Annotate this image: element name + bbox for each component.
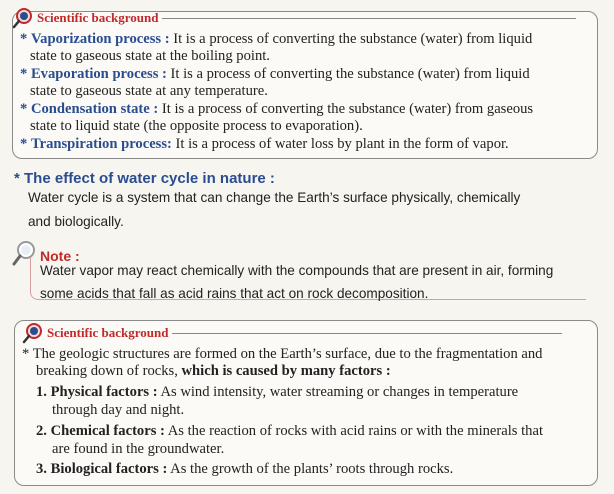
term-vaporization: Vaporization process : <box>30 31 170 47</box>
intro-text-bold: which is caused by many factors : <box>181 363 391 379</box>
factor-num: 2. <box>36 423 47 439</box>
effect-line-1: Water cycle is a system that can change the Earth’s surface physically, chemically <box>28 190 521 205</box>
note-line-2: some acids that fall as acid rains that act on rock decomposition. <box>40 286 429 301</box>
factor-num: 1. <box>36 384 47 400</box>
factor-text: As wind intensity, water streaming or changes in temperature <box>157 384 519 400</box>
effect-heading-text: The effect of water cycle in nature : <box>24 170 275 187</box>
factor-biological <box>36 461 453 478</box>
factor-text: As the reaction of rocks with acid rains or with the minerals that <box>164 423 544 439</box>
def-text: It is a process of converting the substance (water) from gaseous <box>158 101 534 117</box>
def-text: It is a process of converting the substance (water) from liquid <box>169 31 533 47</box>
def-text: It is a process of converting the substance (water) from liquid <box>166 66 530 82</box>
term-transpiration: Transpiration process: <box>30 136 172 152</box>
box1-title-rule <box>162 18 576 19</box>
term-condensation: Condensation state : <box>30 101 159 117</box>
box1-header <box>12 7 576 29</box>
transpiration-item <box>20 136 509 153</box>
box1-title: Scientific background <box>37 10 159 25</box>
factor-label: Chemical factors : <box>50 423 165 439</box>
intro-text: The geologic structures are formed on the Earth’s surface, due to the fragmentation and <box>32 346 543 362</box>
box3-header <box>22 322 562 344</box>
bullet-star: * <box>20 136 28 152</box>
evaporation-item <box>20 66 530 83</box>
vaporization-item <box>20 31 532 48</box>
term-evaporation: Evaporation process : <box>30 66 167 82</box>
bullet-star: * <box>22 346 30 362</box>
factor-cont: are found in the groundwater. <box>52 441 225 457</box>
box3-intro-line-1 <box>22 346 542 363</box>
def-cont: state to gaseous state at the boiling point. <box>30 48 270 64</box>
def-cont: state to liquid state (the opposite process to evaporation). <box>30 118 363 134</box>
intro-text-cont: breaking down of rocks, <box>36 363 182 379</box>
magnifier-icon <box>12 7 34 29</box>
bullet-star: * <box>20 31 28 47</box>
factor-chemical <box>36 423 543 440</box>
note-line-1: Water vapor may react chemically with the compounds that are present in air, forming <box>40 263 554 278</box>
effect-heading <box>14 170 275 187</box>
condensation-item <box>20 101 533 118</box>
note-title: Note : <box>40 247 80 264</box>
magnifier-icon <box>22 322 44 344</box>
factor-num: 3. <box>36 461 47 477</box>
magnifier-icon <box>12 240 36 271</box>
box3-title-rule <box>172 333 562 334</box>
def-cont: state to gaseous state at any temperature. <box>30 83 268 99</box>
factor-label: Physical factors : <box>50 384 158 400</box>
factor-cont: through day and night. <box>52 402 185 418</box>
effect-line-2: and biologically. <box>28 214 124 229</box>
bullet-star: * <box>20 66 28 82</box>
box3-title: Scientific background <box>47 325 169 340</box>
factor-text: As the growth of the plants’ roots through rocks. <box>167 461 454 477</box>
heading-star: * <box>14 170 20 187</box>
factor-physical <box>36 384 518 401</box>
def-text: It is a process of water loss by plant in the form of vapor. <box>171 136 509 152</box>
factor-label: Biological factors : <box>50 461 168 477</box>
bullet-star: * <box>20 101 28 117</box>
box3-intro-line-2 <box>36 363 391 380</box>
